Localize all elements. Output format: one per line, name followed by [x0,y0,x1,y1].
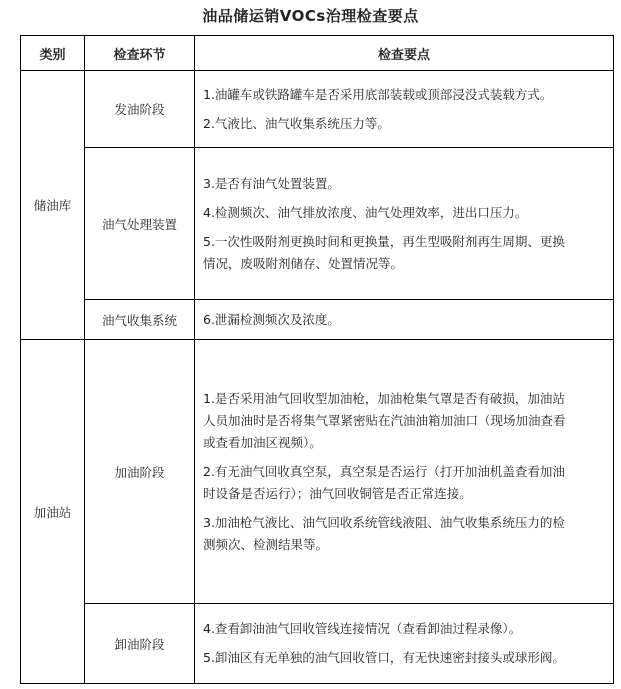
point-line: 2.有无油气回收真空泵，真空泵是否运行（打开加油机盖查看加油 [203,463,565,479]
inspection-table [20,35,614,684]
point-line: 2.气液比、油气收集系统压力等。 [203,115,390,131]
stage-cell: 卸油阶段 [85,604,195,684]
table-row [21,71,614,148]
table-row [21,300,614,340]
header-category: 类别 [21,36,85,71]
points-cell [195,300,614,340]
table-row [21,148,614,300]
point-line: 5.一次性吸附剂更换时间和更换量，再生型吸附剂再生周期、更换 [203,233,565,249]
points-cell [195,604,614,684]
points-cell [195,148,614,300]
points-cell [195,71,614,148]
point-line: 测频次、检测结果等。 [203,536,329,552]
point-line: 4.检测频次、油气排放浓度、油气处理效率，进出口压力。 [203,204,528,220]
point-line: 4.查看卸油油气回收管线连接情况（查看卸油过程录像）。 [203,621,522,636]
point-line: 3.加油枪气液比、油气回收系统管线液阻、油气收集系统压力的检 [203,514,565,530]
table-row [21,604,614,684]
point-line: 情况，废吸附剂储存、处置情况等。 [203,255,404,271]
stage-cell: 油气收集系统 [85,300,195,340]
point-line: 时设备是否运行）；油气回收铜管是否正常连接。 [203,485,472,501]
points-cell [195,340,614,604]
point-line: 1.油罐车或铁路罐车是否采用底部装载或顶部浸没式装载方式。 [203,86,553,102]
stage-cell: 油气处理装置 [85,148,195,300]
category-cell: 储油库 [21,71,85,340]
stage-cell: 发油阶段 [85,71,195,148]
stage-cell: 加油阶段 [85,340,195,604]
page-title: 油品储运销VOCs治理检查要点 [202,7,419,25]
point-line: 3.是否有油气处置装置。 [203,175,340,191]
point-line: 1.是否采用油气回收型加油枪，加油枪集气罩是否有破损，加油站 [203,390,565,406]
header-row [21,36,614,71]
header-stage: 检查环节 [85,36,195,71]
point-line: 或查看加油区视频）。 [203,434,322,450]
point-line: 5.卸油区有无单独的油气回收管口，有无快速密封接头或球形阀。 [203,650,565,665]
category-cell: 加油站 [21,340,85,684]
table-row [21,340,614,604]
point-line: 6.泄漏检测频次及浓度。 [203,311,340,327]
header-points: 检查要点 [195,36,614,71]
point-line: 人员加油时是否将集气罩紧密贴在汽油油箱加油口（现场加油查看 [203,412,566,428]
